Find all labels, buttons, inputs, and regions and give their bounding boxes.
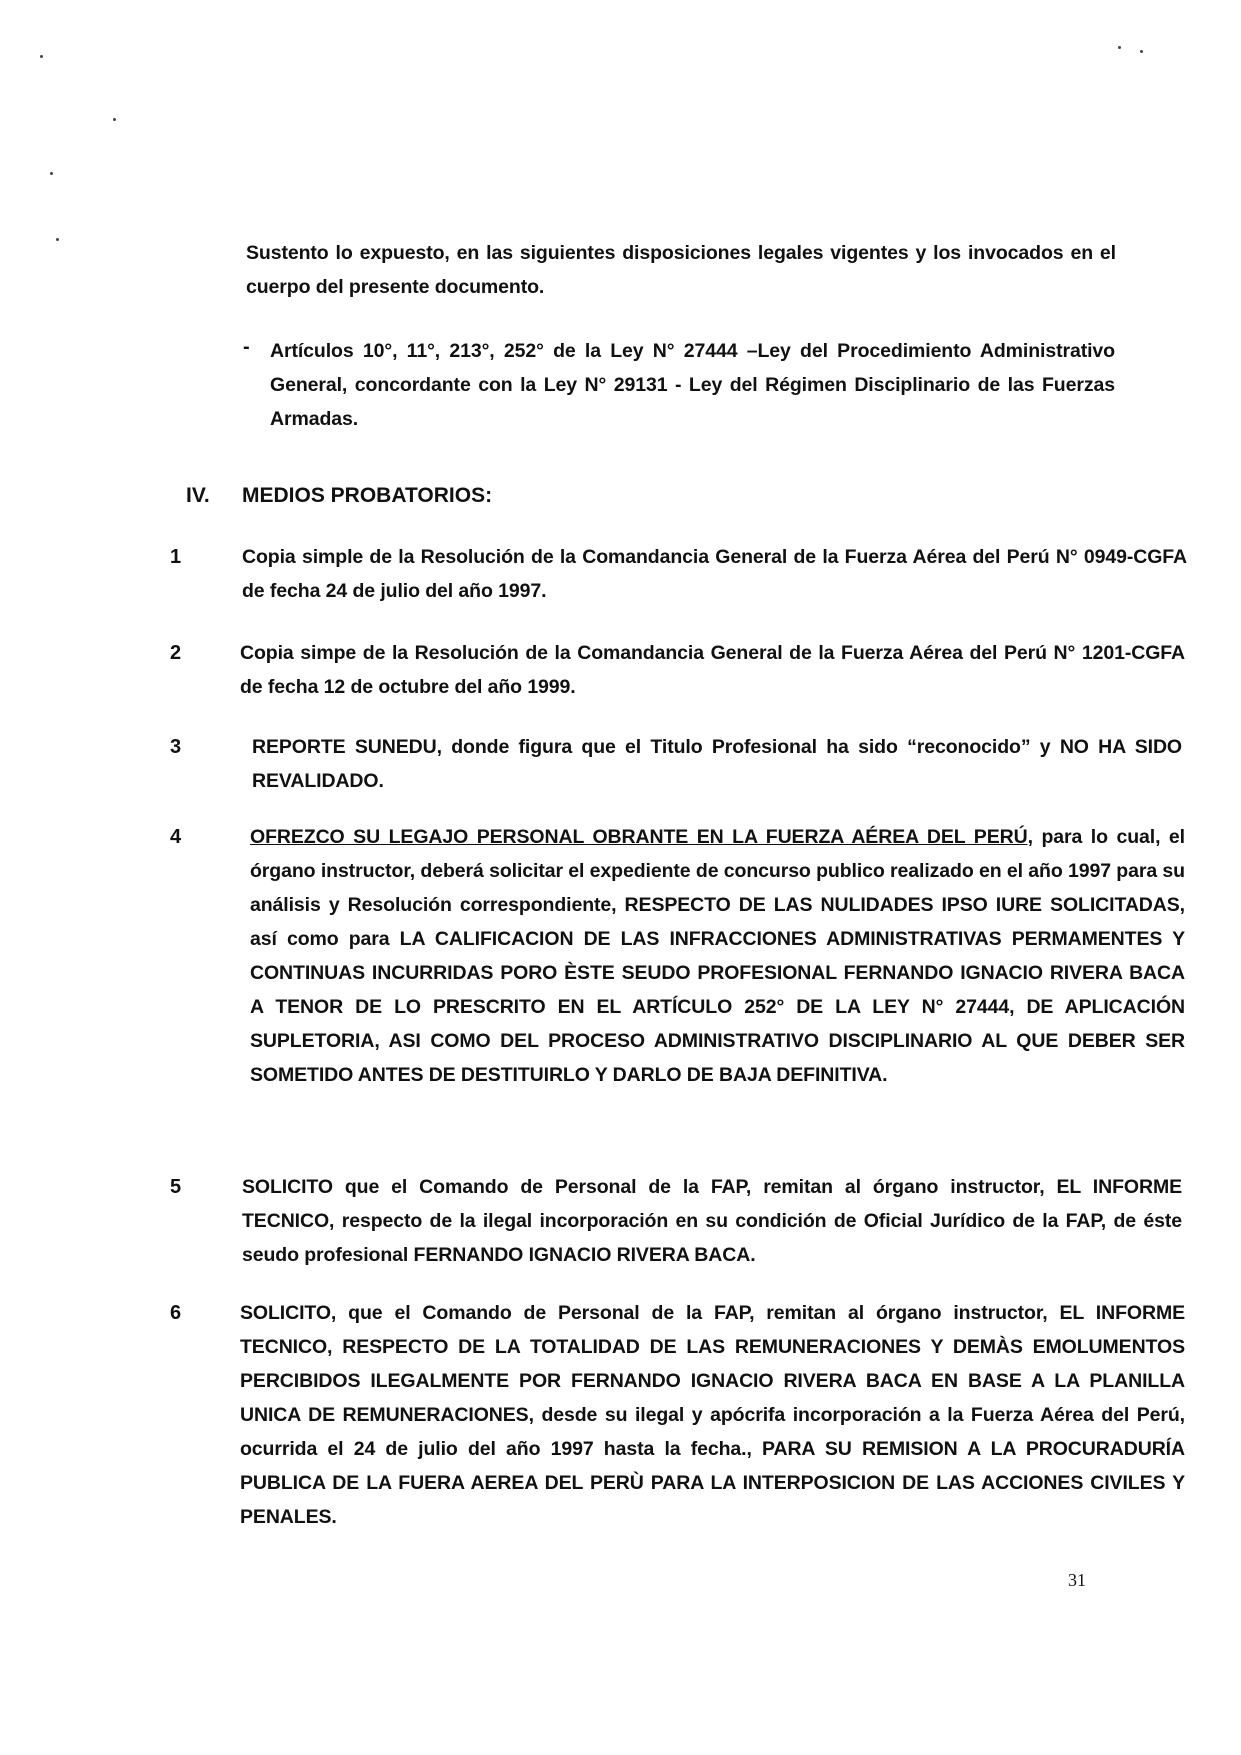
evidence-text: REPORTE SUNEDU, donde figura que el Titulo Profesional ha sido “reconocido” y NO HA SIDO REVALIDADO. (252, 736, 1182, 792)
evidence-number: 1 (170, 546, 182, 568)
scan-speck (40, 55, 43, 58)
list-bullet: - (243, 336, 250, 358)
scan-speck (1118, 46, 1121, 49)
intro-paragraph: Sustento lo expuesto, en las siguientes disposiciones legales vigentes y los invocados en el cuerpo del presente documento. (246, 242, 1116, 298)
scan-speck (113, 118, 116, 121)
evidence-number: 2 (170, 642, 182, 664)
legal-basis-item: Artículos 10°, 11°, 213°, 252° de la Ley N° 27444 –Ley del Procedimiento Administrativo General, concordante con la Ley N° 29131 - Ley del Régimen Disciplinario de las Fuerzas Armadas. (270, 340, 1115, 430)
evidence-text: SOLICITO, que el Comando de Personal de la FAP, remitan al órgano instructor, EL INFORME TECNICO, RESPECTO DE LA TOTALIDAD DE LAS REMUNERACIONES Y DEMÀS EMOLUMENTOS PERCIBIDOS ILEGALMENTE POR FERNANDO IGNACIO RIVERA BACA EN BASE A LA PLANILLA UNICA DE REMUNERACIONES, desde su ilegal y apócrifa incorporación a la Fuerza Aérea del Perú, ocurrida el 24 de julio del año 1997 hasta la fecha., PARA SU REMISION A LA PROCURADURÍA PUBLICA DE LA FUERA AEREA DEL PERÙ PARA LA INTERPOSICION DE LAS ACCIONES CIVILES Y PENALES. (240, 1302, 1185, 1528)
evidence-text (250, 820, 1185, 1092)
section-title: MEDIOS PROBATORIOS: (242, 484, 493, 507)
scan-speck (50, 172, 53, 175)
page-number: 31 (1068, 1570, 1086, 1590)
evidence-number: 4 (170, 826, 182, 848)
section-number: IV. (186, 484, 210, 507)
scan-speck (56, 238, 59, 241)
scan-speck (1140, 50, 1143, 53)
evidence-text: Copia simple de la Resolución de la Comandancia General de la Fuerza Aérea del Perú N° 0949-CGFA de fecha 24 de julio del año 1997. (242, 546, 1187, 602)
evidence-number: 3 (170, 736, 182, 758)
evidence-text: Copia simpe de la Resolución de la Comandancia General de la Fuerza Aérea del Perú N° 1201-CGFA de fecha 12 de octubre del año 1999. (240, 642, 1185, 698)
evidence-lead: OFREZCO SU LEGAJO PERSONAL OBRANTE EN LA FUERZA AÉREA DEL PERÚ, (250, 826, 1033, 848)
evidence-text-rest: para lo cual, el órgano instructor, deberá solicitar el expediente de concurso publico realizado en el año 1997 para su análisis y Resolución correspondiente, RESPECTO DE LAS NULIDADES IPSO IURE SOLICITADAS, así como para LA CALIFICACION DE LAS INFRACCIONES ADMINISTRATIVAS PERMAMENTES Y CONTINUAS INCURRIDAS PORO ÈSTE SEUDO PROFESIONAL FERNANDO IGNACIO RIVERA BACA A TENOR DE LO PRESCRITO EN EL ARTÍCULO 252° DE LA LEY N° 27444, DE APLICACIÓN SUPLETORIA, ASI COMO DEL PROCESO ADMINISTRATIVO DISCIPLINARIO AL QUE DEBER SER SOMETIDO ANTES DE DESTITUIRLO Y DARLO DE BAJA DEFINITIVA. (250, 826, 1185, 1086)
evidence-text: SOLICITO que el Comando de Personal de la FAP, remitan al órgano instructor, EL INFORME TECNICO, respecto de la ilegal incorporación en su condición de Oficial Jurídico de la FAP, de éste seudo profesional FERNANDO IGNACIO RIVERA BACA. (242, 1176, 1182, 1266)
evidence-number: 6 (170, 1302, 182, 1324)
evidence-number: 5 (170, 1176, 182, 1198)
